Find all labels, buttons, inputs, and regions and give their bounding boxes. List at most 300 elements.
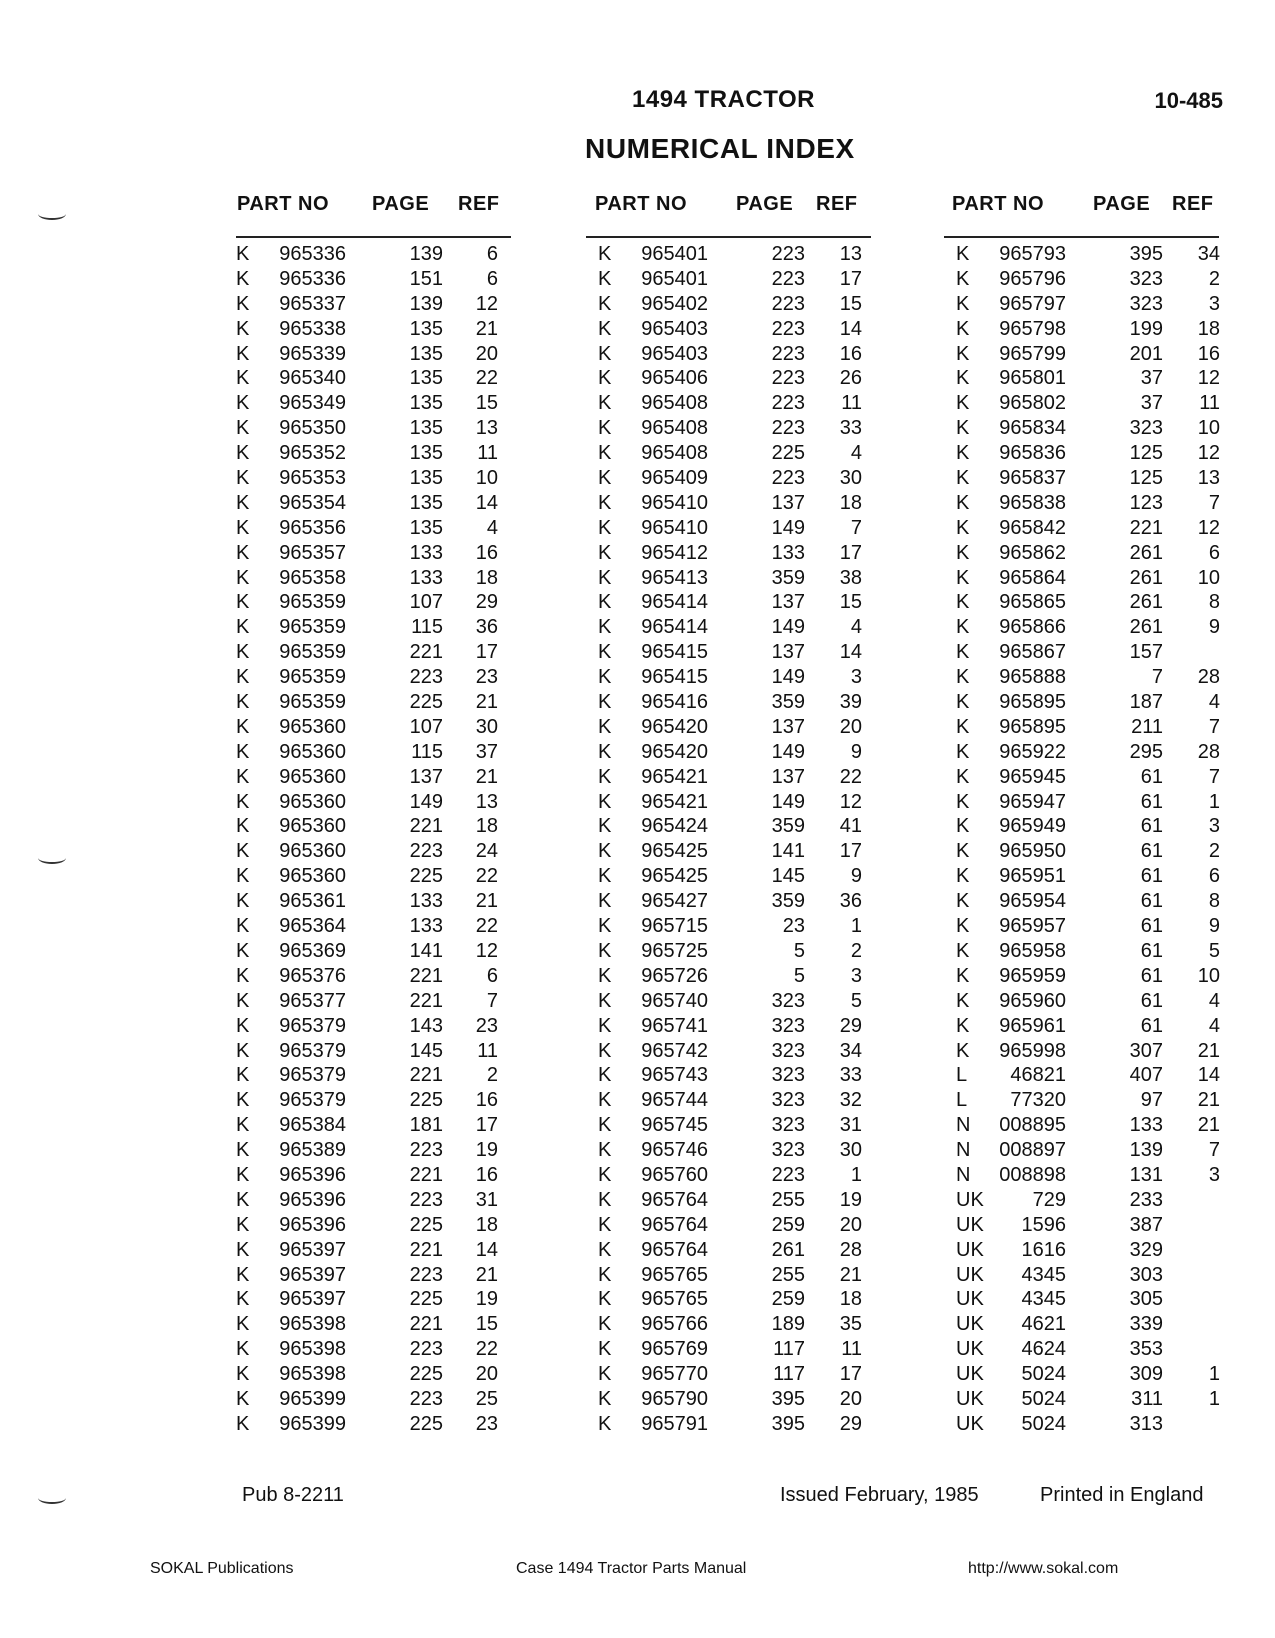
- part-prefix: K: [598, 815, 612, 838]
- part-prefix: K: [598, 740, 612, 763]
- ref-number: 31: [475, 1188, 498, 1211]
- part-number: 965364: [279, 915, 346, 938]
- ref-number: 1: [1208, 1387, 1220, 1410]
- page-ref: 225: [409, 1213, 443, 1236]
- part-number: 965834: [999, 417, 1066, 440]
- ref-number: 34: [1197, 243, 1220, 265]
- part-prefix: K: [598, 1412, 612, 1435]
- page-ref: 145: [409, 1039, 443, 1062]
- ref-number: 21: [475, 1263, 498, 1286]
- header-part-no-1: PART NO: [237, 193, 330, 215]
- part-number: 965862: [999, 541, 1066, 564]
- part-prefix: K: [956, 939, 970, 962]
- part-prefix: K: [236, 989, 250, 1012]
- ref-number: 28: [1197, 666, 1220, 689]
- part-number: 965766: [641, 1313, 708, 1336]
- page-ref: 261: [1129, 541, 1163, 564]
- ref-number: 29: [839, 1412, 862, 1435]
- page-ref: 211: [1131, 715, 1163, 738]
- ref-number: 15: [475, 1313, 498, 1336]
- page-ref: 61: [1140, 890, 1163, 913]
- part-number: 965379: [279, 1089, 346, 1112]
- part-prefix: K: [598, 1238, 612, 1261]
- part-prefix: K: [598, 1139, 612, 1162]
- ref-number: 11: [841, 392, 862, 415]
- page-ref: 353: [1129, 1338, 1163, 1361]
- part-prefix: K: [236, 1163, 250, 1186]
- ref-number: 26: [839, 367, 862, 390]
- ref-number: 21: [475, 890, 498, 913]
- part-prefix: K: [598, 765, 612, 788]
- ref-number: 38: [839, 566, 862, 589]
- part-number: 1596: [1021, 1213, 1066, 1236]
- page-ref: 5: [793, 964, 805, 987]
- page-ref: 359: [771, 815, 805, 838]
- part-number: 965360: [279, 765, 346, 788]
- part-prefix: K: [956, 417, 970, 440]
- part-number: 965959: [999, 964, 1066, 987]
- page-ref: 137: [771, 765, 805, 788]
- part-prefix: K: [598, 516, 612, 539]
- ref-number: 9: [850, 740, 862, 763]
- part-prefix: K: [236, 1139, 250, 1162]
- part-prefix: K: [236, 491, 250, 514]
- part-prefix: K: [598, 616, 612, 639]
- part-prefix: K: [236, 865, 250, 888]
- part-prefix: K: [236, 1213, 250, 1236]
- part-prefix: K: [956, 491, 970, 514]
- page-ref: 133: [409, 541, 443, 564]
- ref-number: 33: [839, 1064, 862, 1087]
- part-number: 965427: [641, 890, 708, 913]
- page-ref: 135: [409, 367, 443, 390]
- part-number: 965399: [279, 1412, 346, 1435]
- header-rule-3: [944, 236, 1219, 238]
- part-prefix: K: [236, 740, 250, 763]
- ref-number: 12: [1197, 367, 1220, 390]
- page-ref: 359: [771, 691, 805, 714]
- index-title: NUMERICAL INDEX: [585, 133, 855, 164]
- ref-number: 25: [475, 1387, 498, 1410]
- ref-number: 4: [1208, 989, 1220, 1012]
- part-prefix: K: [956, 541, 970, 564]
- ref-number: 29: [475, 591, 498, 614]
- part-prefix: K: [236, 317, 250, 340]
- part-prefix: K: [956, 267, 970, 290]
- part-number: 965413: [641, 566, 708, 589]
- part-prefix: K: [236, 417, 250, 440]
- ref-number: 23: [475, 1014, 498, 1037]
- ref-number: 21: [475, 765, 498, 788]
- page-ref: 61: [1140, 790, 1163, 813]
- page-ref: 37: [1140, 367, 1163, 390]
- page-ref: 149: [771, 790, 805, 813]
- ref-number: 17: [839, 267, 862, 290]
- page-ref: 323: [1129, 267, 1163, 290]
- page-ref: 221: [409, 815, 443, 838]
- ref-number: 3: [1208, 1163, 1220, 1186]
- part-number: 008897: [999, 1139, 1066, 1162]
- page-ref: 223: [771, 1163, 805, 1186]
- ref-number: 6: [486, 964, 498, 987]
- page-ref: 221: [409, 964, 443, 987]
- page-ref: 61: [1140, 765, 1163, 788]
- part-number: 965837: [999, 467, 1066, 490]
- page-ref: 151: [409, 267, 443, 290]
- part-prefix: K: [956, 292, 970, 315]
- part-number: 965397: [279, 1263, 346, 1286]
- part-number: 965742: [641, 1039, 708, 1062]
- part-prefix: K: [598, 292, 612, 315]
- part-prefix: K: [598, 267, 612, 290]
- page-ref: 395: [771, 1387, 805, 1410]
- part-number: 965403: [641, 317, 708, 340]
- part-number: 4624: [1021, 1338, 1066, 1361]
- page-ref: 225: [409, 1412, 443, 1435]
- part-number: 965770: [641, 1363, 708, 1386]
- part-prefix: K: [598, 890, 612, 913]
- part-prefix: N: [956, 1114, 971, 1137]
- ref-number: 22: [475, 865, 498, 888]
- part-prefix: UK: [956, 1213, 984, 1236]
- part-prefix: K: [236, 939, 250, 962]
- ref-number: 18: [475, 815, 498, 838]
- part-prefix: K: [236, 666, 250, 689]
- page-ref: 261: [1129, 566, 1163, 589]
- part-prefix: K: [236, 1064, 250, 1087]
- page-ref: 117: [773, 1338, 805, 1361]
- part-number: 965798: [999, 317, 1066, 340]
- part-prefix: K: [236, 243, 250, 265]
- part-prefix: K: [956, 317, 970, 340]
- page-ref: 225: [409, 1363, 443, 1386]
- part-number: 965354: [279, 491, 346, 514]
- part-number: 965376: [279, 964, 346, 987]
- page-ref: 223: [409, 1387, 443, 1410]
- part-number: 965425: [641, 840, 708, 863]
- part-number: 965349: [279, 392, 346, 415]
- part-prefix: UK: [956, 1188, 984, 1211]
- part-number: 965957: [999, 915, 1066, 938]
- binding-hole-mark: [38, 208, 66, 220]
- part-prefix: K: [236, 591, 250, 614]
- ref-number: 17: [839, 840, 862, 863]
- page-ref: 61: [1140, 939, 1163, 962]
- part-prefix: K: [236, 1089, 250, 1112]
- header-page-3: PAGE: [1093, 193, 1151, 215]
- ref-number: 17: [839, 1363, 862, 1386]
- part-number: 965398: [279, 1313, 346, 1336]
- ref-number: 20: [839, 1387, 862, 1410]
- part-number: 965864: [999, 566, 1066, 589]
- page-ref: 61: [1140, 989, 1163, 1012]
- part-prefix: K: [956, 915, 970, 938]
- ref-number: 21: [475, 691, 498, 714]
- ref-number: 36: [475, 616, 498, 639]
- ref-number: 34: [839, 1039, 862, 1062]
- page-ref: 149: [771, 616, 805, 639]
- part-prefix: K: [956, 442, 970, 465]
- page-ref: 233: [1129, 1188, 1163, 1211]
- part-number: 965414: [641, 616, 708, 639]
- part-number: 965945: [999, 765, 1066, 788]
- ref-number: 22: [475, 1338, 498, 1361]
- page-ref: 131: [1129, 1163, 1163, 1186]
- part-prefix: K: [598, 641, 612, 664]
- page-ref: 223: [409, 666, 443, 689]
- part-number: 965353: [279, 467, 346, 490]
- page-ref: 313: [1129, 1412, 1163, 1435]
- page-ref: 255: [771, 1263, 805, 1286]
- part-prefix: K: [598, 467, 612, 490]
- page-ref: 107: [409, 591, 443, 614]
- ref-number: 30: [839, 467, 862, 490]
- part-prefix: K: [236, 442, 250, 465]
- part-prefix: K: [598, 691, 612, 714]
- header-part-no-2: PART NO: [595, 193, 688, 215]
- part-number: 965744: [641, 1089, 708, 1112]
- part-prefix: K: [236, 566, 250, 589]
- part-prefix: K: [956, 964, 970, 987]
- part-number: 965358: [279, 566, 346, 589]
- page-ref: 187: [1129, 691, 1163, 714]
- ref-number: 5: [1208, 939, 1220, 962]
- part-number: 965424: [641, 815, 708, 838]
- part-number: 965743: [641, 1064, 708, 1087]
- page-ref: 139: [1129, 1139, 1163, 1162]
- ref-number: 7: [1208, 1139, 1220, 1162]
- part-prefix: L: [956, 1064, 968, 1087]
- page-ref: 221: [409, 641, 443, 664]
- page-ref: 387: [1129, 1213, 1163, 1236]
- part-number: 965406: [641, 367, 708, 390]
- page-ref: 61: [1140, 1014, 1163, 1037]
- part-number: 965403: [641, 342, 708, 365]
- part-prefix: K: [236, 342, 250, 365]
- manual-title: Case 1494 Tractor Parts Manual: [516, 1560, 747, 1577]
- page-ref: 223: [409, 1263, 443, 1286]
- page-ref: 135: [409, 342, 443, 365]
- ref-number: 20: [839, 715, 862, 738]
- part-prefix: K: [236, 1114, 250, 1137]
- ref-number: 4: [486, 516, 498, 539]
- part-number: 4621: [1021, 1313, 1066, 1336]
- ref-number: 18: [475, 566, 498, 589]
- part-number: 965769: [641, 1338, 708, 1361]
- part-number: 965359: [279, 591, 346, 614]
- page-ref: 199: [1129, 317, 1163, 340]
- part-prefix: K: [236, 1387, 250, 1410]
- part-prefix: K: [598, 865, 612, 888]
- part-number: 965336: [279, 243, 346, 265]
- page-ref: 223: [771, 317, 805, 340]
- part-prefix: K: [598, 1288, 612, 1311]
- page-ref: 137: [771, 641, 805, 664]
- part-prefix: K: [956, 392, 970, 415]
- part-number: 965421: [641, 765, 708, 788]
- part-prefix: K: [598, 591, 612, 614]
- page-ref: 145: [771, 865, 805, 888]
- part-number: 965922: [999, 740, 1066, 763]
- ref-number: 22: [475, 915, 498, 938]
- part-prefix: K: [236, 1263, 250, 1286]
- part-number: 965791: [641, 1412, 708, 1435]
- page-ref: 339: [1129, 1313, 1163, 1336]
- part-prefix: K: [598, 317, 612, 340]
- page-ref: 139: [409, 243, 443, 265]
- part-prefix: K: [598, 417, 612, 440]
- part-number: 965360: [279, 865, 346, 888]
- page-ref: 261: [771, 1238, 805, 1261]
- part-number: 008898: [999, 1163, 1066, 1186]
- part-number: 965361: [279, 890, 346, 913]
- part-number: 965764: [641, 1188, 708, 1211]
- ref-number: 16: [475, 1089, 498, 1112]
- page-ref: 225: [409, 865, 443, 888]
- page-ref: 305: [1129, 1288, 1163, 1311]
- ref-number: 16: [1197, 342, 1220, 365]
- ref-number: 3: [1208, 815, 1220, 838]
- part-number: 965336: [279, 267, 346, 290]
- part-number: 965379: [279, 1039, 346, 1062]
- part-prefix: K: [236, 1313, 250, 1336]
- part-number: 965360: [279, 840, 346, 863]
- part-number: 1616: [1021, 1238, 1066, 1261]
- part-prefix: K: [236, 964, 250, 987]
- ref-number: 23: [475, 666, 498, 689]
- page-ref: 221: [409, 1238, 443, 1261]
- ref-number: 31: [839, 1114, 862, 1137]
- part-prefix: K: [598, 1064, 612, 1087]
- ref-number: 14: [475, 491, 498, 514]
- part-number: 965389: [279, 1139, 346, 1162]
- ref-number: 1: [850, 915, 862, 938]
- page-ref: 323: [1129, 417, 1163, 440]
- part-number: 965865: [999, 591, 1066, 614]
- part-prefix: K: [956, 691, 970, 714]
- part-number: 965359: [279, 666, 346, 689]
- ref-number: 19: [839, 1188, 862, 1211]
- ref-number: 30: [839, 1139, 862, 1162]
- part-prefix: K: [598, 939, 612, 962]
- page-ref: 225: [409, 1288, 443, 1311]
- part-number: 965379: [279, 1014, 346, 1037]
- ref-number: 10: [475, 467, 498, 490]
- binding-hole-mark: [38, 852, 66, 864]
- ref-number: 17: [475, 641, 498, 664]
- header-rule-1: [236, 236, 511, 238]
- part-number: 965352: [279, 442, 346, 465]
- page-ref: 223: [771, 267, 805, 290]
- part-prefix: K: [956, 342, 970, 365]
- ref-number: 7: [1208, 491, 1220, 514]
- ref-number: 37: [475, 740, 498, 763]
- ref-number: 1: [1208, 1363, 1220, 1386]
- part-number: 965954: [999, 890, 1066, 913]
- ref-number: 12: [1197, 442, 1220, 465]
- part-number: 965340: [279, 367, 346, 390]
- ref-number: 16: [475, 541, 498, 564]
- header-ref-2: REF: [816, 193, 858, 215]
- ref-number: 12: [475, 292, 498, 315]
- part-prefix: K: [236, 1188, 250, 1211]
- header-ref-1: REF: [458, 193, 500, 215]
- header-part-no-3: PART NO: [952, 193, 1045, 215]
- header-rule-2: [586, 236, 871, 238]
- part-number: 965764: [641, 1238, 708, 1261]
- page-ref: 323: [771, 1064, 805, 1087]
- ref-number: 22: [475, 367, 498, 390]
- part-number: 965356: [279, 516, 346, 539]
- header-ref-3: REF: [1172, 193, 1214, 215]
- ref-number: 5: [850, 989, 862, 1012]
- page-ref: 61: [1140, 815, 1163, 838]
- part-number: 965801: [999, 367, 1066, 390]
- page-ref: 261: [1129, 616, 1163, 639]
- part-number: 965398: [279, 1363, 346, 1386]
- part-prefix: K: [598, 1313, 612, 1336]
- ref-number: 4: [1208, 691, 1220, 714]
- part-number: 965790: [641, 1387, 708, 1410]
- part-number: 965359: [279, 616, 346, 639]
- part-prefix: UK: [956, 1412, 984, 1435]
- part-number: 965951: [999, 865, 1066, 888]
- ref-number: 32: [839, 1089, 862, 1112]
- part-number: 965338: [279, 317, 346, 340]
- part-number: 965360: [279, 740, 346, 763]
- page-ref: 223: [771, 367, 805, 390]
- document-title: 1494 TRACTOR: [632, 86, 815, 113]
- page-ref: 323: [771, 1039, 805, 1062]
- part-number: 965765: [641, 1288, 708, 1311]
- page-ref: 259: [771, 1213, 805, 1236]
- ref-number: 18: [1197, 317, 1220, 340]
- part-number: 965408: [641, 392, 708, 415]
- part-prefix: K: [236, 790, 250, 813]
- ref-number: 4: [1208, 1014, 1220, 1037]
- ref-number: 17: [475, 1114, 498, 1137]
- ref-number: 19: [475, 1288, 498, 1311]
- part-prefix: K: [236, 1039, 250, 1062]
- part-prefix: K: [236, 516, 250, 539]
- part-prefix: K: [956, 765, 970, 788]
- page-ref: 133: [409, 566, 443, 589]
- page-ref: 135: [409, 442, 443, 465]
- part-prefix: N: [956, 1163, 971, 1186]
- part-prefix: K: [598, 392, 612, 415]
- page-ref: 61: [1140, 964, 1163, 987]
- part-number: 965359: [279, 641, 346, 664]
- ref-number: 21: [475, 317, 498, 340]
- part-number: 965399: [279, 1387, 346, 1410]
- page-ref: 259: [771, 1288, 805, 1311]
- publisher-link[interactable]: http://www.sokal.com: [968, 1560, 1119, 1577]
- ref-number: 8: [1208, 591, 1220, 614]
- part-number: 4345: [1021, 1288, 1066, 1311]
- part-prefix: K: [236, 541, 250, 564]
- page-ref: 303: [1129, 1263, 1163, 1286]
- header-page-2: PAGE: [736, 193, 794, 215]
- page-ref: 223: [771, 243, 805, 265]
- ref-number: 12: [1197, 516, 1220, 539]
- part-prefix: K: [598, 1387, 612, 1410]
- page-ref: 329: [1129, 1238, 1163, 1261]
- part-number: 965401: [641, 267, 708, 290]
- ref-number: 36: [839, 890, 862, 913]
- ref-number: 11: [841, 1338, 862, 1361]
- header-page-1: PAGE: [372, 193, 430, 215]
- part-number: 965398: [279, 1338, 346, 1361]
